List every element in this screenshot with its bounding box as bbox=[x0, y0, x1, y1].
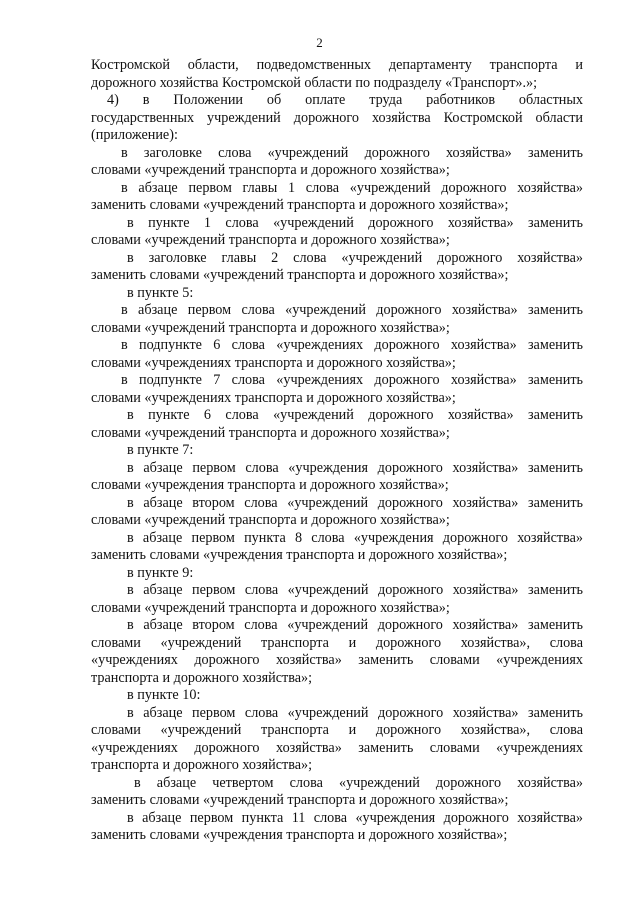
document-body bbox=[91, 57, 583, 845]
text-line: словами «учреждений транспорта и дорожного хозяйства»; bbox=[91, 319, 450, 336]
text-line: транспорта и дорожного хозяйства»; bbox=[91, 757, 313, 773]
text-line: в подпункте 7 слова «учреждениях дорожного хозяйства» заменить bbox=[121, 372, 583, 388]
text-line: словами «учреждений транспорта и дорожного хозяйства», слова bbox=[91, 634, 583, 651]
text-line: словами «учреждениях транспорта и дорожного хозяйства»; bbox=[91, 354, 456, 371]
text-line: в пункте 1 слова «учреждений дорожного хозяйства» заменить bbox=[127, 214, 583, 231]
text-line: в абзаце первом слова «учреждения дорожного хозяйства» заменить bbox=[127, 459, 583, 476]
text-line: в абзаце первом слова «учреждений дорожного хозяйства» заменить bbox=[127, 704, 583, 721]
text-line: словами «учреждениях транспорта и дорожного хозяйства»; bbox=[91, 389, 456, 406]
text-line: заменить словами «учреждений транспорта и дорожного хозяйства»; bbox=[91, 197, 509, 213]
text-line: в абзаце втором слова «учреждений дорожного хозяйства» заменить bbox=[127, 617, 583, 633]
text-line: словами «учреждений транспорта и дорожного хозяйства», слова bbox=[91, 722, 583, 738]
text-line: в пункте 7: bbox=[127, 442, 194, 458]
text-line: заменить словами «учреждений транспорта и дорожного хозяйства»; bbox=[91, 792, 509, 808]
text-line: в абзаце втором слова «учреждений дорожного хозяйства» заменить bbox=[127, 494, 583, 511]
text-line: в абзаце четвертом слова «учреждений дорожного хозяйства» bbox=[134, 774, 583, 791]
text-line: в абзаце первом пункта 11 слова «учреждения дорожного хозяйства» bbox=[127, 809, 583, 826]
text-line: в заголовке слова «учреждений дорожного хозяйства» заменить bbox=[121, 144, 583, 161]
text-line: словами «учреждений транспорта и дорожного хозяйства»; bbox=[91, 424, 450, 441]
text-line: в пункте 9: bbox=[127, 564, 194, 581]
text-line: словами «учреждений транспорта и дорожного хозяйства»; bbox=[91, 232, 450, 248]
text-line: заменить словами «учреждения транспорта и дорожного хозяйства»; bbox=[91, 827, 508, 843]
text-line: словами «учреждений транспорта и дорожного хозяйства»; bbox=[91, 599, 450, 616]
text-line: «учреждениях дорожного хозяйства» заменить словами «учреждениях bbox=[91, 652, 583, 668]
text-line: дорожного хозяйства Костромской области по подразделу «Транспорт».»; bbox=[91, 74, 538, 91]
text-line: в заголовке главы 2 слова «учреждений дорожного хозяйства» bbox=[127, 249, 583, 266]
text-line: в абзаце первом слова «учреждений дорожного хозяйства» заменить bbox=[127, 582, 583, 598]
text-line: словами «учреждений транспорта и дорожного хозяйства»; bbox=[91, 512, 450, 528]
text-line: заменить словами «учреждений транспорта и дорожного хозяйства»; bbox=[91, 267, 509, 283]
text-line: словами «учреждения транспорта и дорожного хозяйства»; bbox=[91, 477, 449, 493]
text-line: транспорта и дорожного хозяйства»; bbox=[91, 669, 313, 686]
text-line: в абзаце первом главы 1 слова «учреждений дорожного хозяйства» bbox=[121, 179, 583, 196]
text-line: заменить словами «учреждения транспорта и дорожного хозяйства»; bbox=[91, 547, 508, 563]
text-line: в пункте 5: bbox=[127, 284, 194, 301]
text-line: словами «учреждений транспорта и дорожного хозяйства»; bbox=[91, 162, 450, 178]
text-line: в пункте 6 слова «учреждений дорожного хозяйства» заменить bbox=[127, 407, 583, 423]
text-line: в абзаце первом слова «учреждений дорожного хозяйства» заменить bbox=[121, 302, 583, 318]
text-line: Костромской области, подведомственных департаменту транспорта и bbox=[91, 57, 583, 73]
text-line: в абзаце первом пункта 8 слова «учреждения дорожного хозяйства» bbox=[127, 529, 583, 546]
text-line: в пункте 10: bbox=[127, 687, 201, 703]
text-line: «учреждениях дорожного хозяйства» заменить словами «учреждениях bbox=[91, 739, 583, 756]
text-line: (приложение): bbox=[91, 127, 178, 143]
text-line: в подпункте 6 слова «учреждениях дорожного хозяйства» заменить bbox=[121, 337, 583, 353]
text-line: государственных учреждений дорожного хозяйства Костромской области bbox=[91, 109, 583, 126]
text-line: 4) в Положении об оплате труда работников областных bbox=[107, 92, 583, 108]
page-number: 2 bbox=[316, 35, 323, 50]
